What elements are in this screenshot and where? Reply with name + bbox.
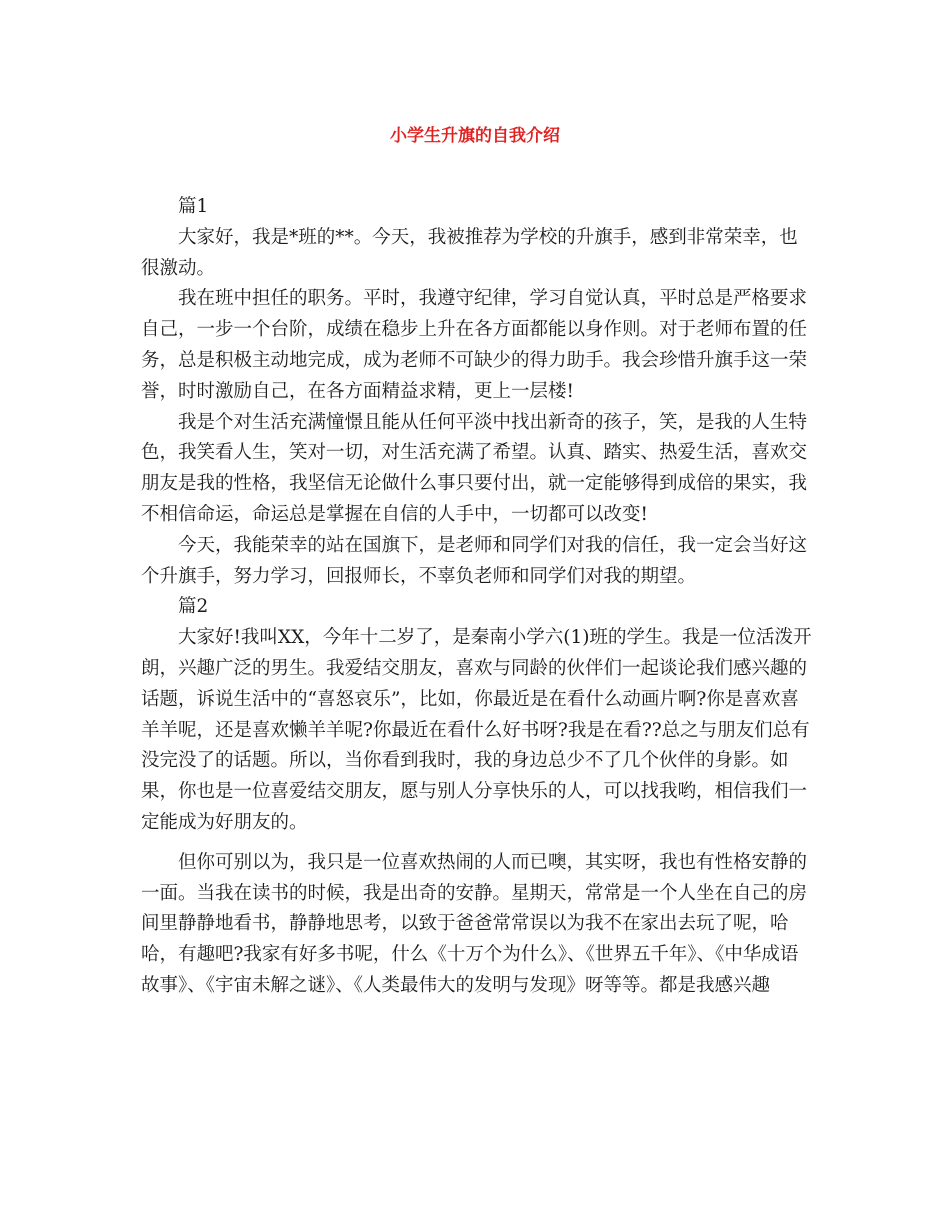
document-body bbox=[141, 192, 813, 1002]
paragraph: 我在班中担任的职务。平时，我遵守纪律，学习自觉认真，平时总是严格要求自己，一步一个台阶，成绩在稳步上升在各方面都能以身作则。对于老师布置的任务，总是积极主动地完成，成为老师不可缺少的得力助手。我会珍惜升旗手这一荣誉，时时激励自己，在各方面精益求精，更上一层楼! bbox=[141, 288, 808, 402]
document-title: 小学生升旗的自我介绍 bbox=[390, 126, 560, 146]
paragraph: 但你可别以为，我只是一位喜欢热闹的人而已噢，其实呀，我也有性格安静的一面。当我在读书的时候，我是出奇的安静。星期天，常常是一个人坐在自己的房间里静静地看书，静静地思考，以致于爸爸常常误以为我不在家出去玩了呢，哈哈，有趣吧?我家有好多书呢，什么《十万个为什么》、《世界五千年》、《中华成语故事》、《宇宙未解之谜》、《人类最伟大的发明与发现》呀等等。都是我感兴趣 bbox=[141, 851, 808, 996]
section-heading: 篇2 bbox=[178, 596, 209, 618]
paragraph: 大家好!我叫XX，今年十二岁了，是秦南小学六(1)班的学生。我是一位活泼开朗，兴趣广泛的男生。我爱结交朋友，喜欢与同龄的伙伴们一起谈论我们感兴趣的话题，诉说生活中的“喜怒哀乐”，比如，你最近是在看什么动画片啊?你是喜欢喜羊羊呢，还是喜欢懒羊羊呢?你最近在看什么好书呀?我是在看??总之与朋友们总有没完没了的话题。所以，当你看到我时，我的身边总少不了几个伙伴的身影。如果，你也是一位喜爱结交朋友，愿与别人分享快乐的人，可以找我哟，相信我们一定能成为好朋友的。 bbox=[141, 627, 812, 833]
section-heading: 篇1 bbox=[178, 196, 209, 217]
paragraph: 我是个对生活充满憧憬且能从任何平淡中找出新奇的孩子，笑，是我的人生特色，我笑看人生，笑对一切，对生活充满了希望。认真、踏实、热爱生活，喜欢交朋友是我的性格，我坚信无论做什么事只要付出，就一定能够得到成倍的果实，我不相信命运，命运总是掌握在自信的人手中，一切都可以改变! bbox=[141, 411, 808, 525]
paragraph: 大家好，我是*班的**。今天，我被推荐为学校的升旗手，感到非常荣幸，也很激动。 bbox=[141, 226, 798, 279]
paragraph: 今天，我能荣幸的站在国旗下，是老师和同学们对我的信任，我一定会当好这个升旗手，努力学习，回报师长，不辜负老师和同学们对我的期望。 bbox=[141, 534, 808, 587]
